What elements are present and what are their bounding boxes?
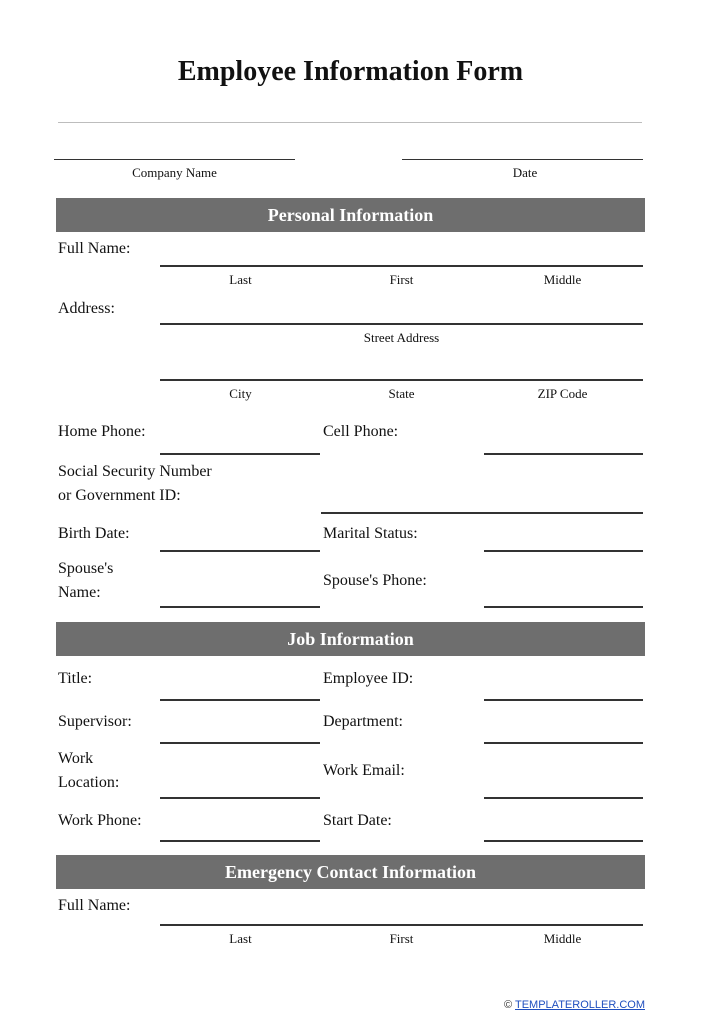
section-job-heading: Job Information — [56, 622, 645, 656]
name-part-middle: Middle — [543, 272, 582, 287]
spouse-phone-label: Spouse's Phone: — [323, 572, 427, 589]
section-personal-heading: Personal Information — [56, 198, 645, 232]
start-date-field[interactable] — [484, 840, 643, 842]
name-part-first: First — [389, 272, 414, 287]
spouse-phone-field[interactable] — [484, 606, 643, 608]
ssn-field[interactable] — [321, 512, 643, 514]
full-name-label: Full Name: — [58, 240, 131, 257]
ssn-label-line1: Social Security Number — [58, 463, 212, 480]
emergency-full-name-field[interactable] — [160, 924, 643, 926]
date-label: Date — [512, 165, 538, 180]
ssn-label-line2: or Government ID: — [58, 487, 181, 504]
cell-phone-label: Cell Phone: — [323, 423, 399, 440]
title-divider — [58, 122, 642, 123]
department-field[interactable] — [484, 742, 643, 744]
spouse-name-field[interactable] — [160, 606, 320, 608]
work-email-label: Work Email: — [323, 762, 405, 779]
company-name-label: Company Name — [132, 165, 217, 180]
copyright-symbol: © — [504, 999, 513, 1011]
birth-date-label: Birth Date: — [58, 525, 130, 542]
employee-id-label: Employee ID: — [323, 670, 414, 687]
work-email-field[interactable] — [484, 797, 643, 799]
emergency-full-name-label: Full Name: — [58, 897, 131, 914]
street-address-field[interactable] — [160, 323, 643, 325]
title-label: Title: — [58, 670, 93, 687]
addr-part-state: State — [388, 386, 415, 401]
marital-status-field[interactable] — [484, 550, 643, 552]
department-label: Department: — [323, 713, 403, 730]
page-title: Employee Information Form — [177, 56, 524, 87]
work-location-label-line2: Location: — [58, 774, 120, 791]
home-phone-label: Home Phone: — [58, 423, 146, 440]
cell-phone-field[interactable] — [484, 453, 643, 455]
title-field[interactable] — [160, 699, 320, 701]
emergency-name-part-middle: Middle — [543, 931, 582, 946]
supervisor-field[interactable] — [160, 742, 320, 744]
addr-part-city: City — [229, 386, 252, 401]
start-date-label: Start Date: — [323, 812, 392, 829]
addr-part-zip: ZIP Code — [537, 386, 588, 401]
date-field[interactable] — [402, 159, 643, 160]
address-label: Address: — [58, 300, 115, 317]
supervisor-label: Supervisor: — [58, 713, 132, 730]
templateroller-link[interactable]: TEMPLATEROLLER.COM — [515, 999, 645, 1011]
spouse-name-label-line2: Name: — [58, 584, 101, 601]
emergency-name-part-first: First — [389, 931, 414, 946]
home-phone-field[interactable] — [160, 453, 320, 455]
company-name-field[interactable] — [54, 159, 295, 160]
employee-id-field[interactable] — [484, 699, 643, 701]
work-location-label-line1: Work — [58, 750, 94, 767]
emergency-name-part-last: Last — [229, 931, 252, 946]
work-phone-label: Work Phone: — [58, 812, 142, 829]
city-state-zip-field[interactable] — [160, 379, 643, 381]
footer — [504, 999, 645, 1011]
full-name-field[interactable] — [160, 265, 643, 267]
section-emergency-heading: Emergency Contact Information — [56, 855, 645, 889]
street-address-label: Street Address — [363, 330, 440, 345]
name-part-last: Last — [229, 272, 252, 287]
work-location-field[interactable] — [160, 797, 320, 799]
birth-date-field[interactable] — [160, 550, 320, 552]
work-phone-field[interactable] — [160, 840, 320, 842]
marital-status-label: Marital Status: — [323, 525, 418, 542]
spouse-name-label-line1: Spouse's — [58, 560, 114, 577]
